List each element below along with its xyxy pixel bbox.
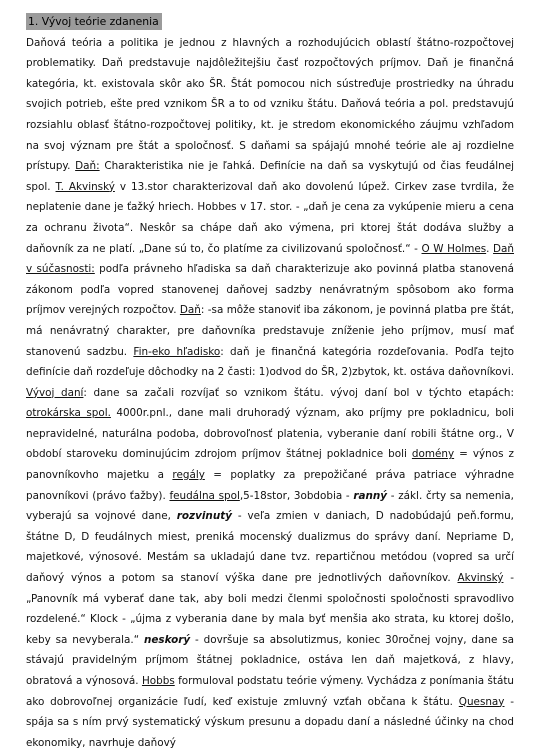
underlined-term: domény: [411, 448, 455, 461]
underlined-term: Daň v súčasnosti:: [26, 242, 515, 276]
underlined-term: regály: [172, 469, 205, 482]
document-page: [26, 12, 514, 753]
underlined-term: O W Holmes: [421, 242, 487, 255]
body-paragraph: [26, 33, 514, 753]
text-run: .: [486, 242, 494, 255]
text-run: podľa právneho hľadiska sa daň charakterizuje ako povinná platba stanovená zákonom podľa vopred stanovenej daňovej sadzby nenávratným spôsobom ako forma príjmov verejných rozpočtov.: [26, 263, 515, 317]
underlined-term: Hobbs: [141, 675, 175, 687]
text-run: = poplatky za prepožičané práva patriace výhradne panovníkovi (právo ťažby).: [26, 469, 514, 502]
text-run: : -sa môže stanoviť iba zákonom, je povinná platba pre štát, má nenávratný charakter, pre daňovníka predstavuje zníženie jeho príjmov, musí mať stanovenú sadzbu.: [26, 304, 514, 358]
underlined-term: feudálna spol: [169, 489, 240, 502]
underlined-term: Fin-eko hľadisko: [133, 345, 221, 358]
text-run: Daňová teória a politika je jednou z hlavných a rozhodujúcich oblastí štátno-rozpočtovej problematiky. Daň predstavuje najdôležitejšiu časť rozpočtových príjmov. Daň je finančná kategória, kt. existovala skôr ako ŠR. Štát pomocou nich sústreďuje prostriedky na úhradu svojich potrieb, ešte pred vznikom ŠR a to od vzniku štátu. Daňová teória a pol. predstavujú rozsiahlu oblasť štátno-rozpočtovej politiky, kt. je stredom ekonomického záujmu vzhľadom na svoj význam pre štát a spoločnosť. S daňami sa spájajú mnohé teórie ale aj rozdielne prístupy.: [26, 36, 514, 173]
text-run: = výnos z panovníkovho majetku a: [26, 448, 514, 482]
underlined-term: T. Akvinský: [55, 180, 115, 193]
underlined-term: Vývoj daní: [26, 386, 84, 399]
text-run: : daň je finančná kategória rozdeľovania. Podľa tejto definície daň rozdeľuje dôchodky na 2 časti: 1)odvod do ŠR, 2)zbytok, kt. ostáva daňovníkovi.: [26, 345, 515, 379]
emphasized-term: neskorý: [143, 633, 191, 646]
emphasized-term: rozvinutý: [176, 510, 232, 523]
text-run: Charakteristika nie je ľahká. Definície na daň sa vyskytujú od čias feudálnej spol.: [26, 160, 514, 193]
section-heading: 1. Vývoj teórie zdanenia: [26, 13, 162, 30]
text-run: - dovršuje sa absolutizmus, koniec 30ročnej vojny, dane sa stávajú pravidelným príjmom štátnej pokladnice, ostáva len daň majetková, z hlavy, obratová a výnosová.: [26, 633, 514, 687]
text-run: - „Panovník má vyberať dane tak, aby boli medzi členmi spoločnosti spoločnosti spravodlivo rozdelené.“ Klock - „újma z vyberania dane by mala byť menšia ako strata, ku ktorej došlo, keby sa nevyberala.“: [26, 572, 514, 646]
text-run: - veľa zmien v daniach, D nadobúdajú peň.formu, štátne D, D feudálnych miest, preniká mocenský dualizmus do správy daní. Nepriame D, majetkové, výnosové. Mestám sa ukladajú dane tvz. repartičnou metódou (vopred sa určí daňový výnos a potom sa stanoví výška dane pre jednotlivých daňovníkov.: [26, 510, 514, 585]
text-run: : dane sa začali rozvíjať so vznikom štátu. vývoj daní bol v týchto etapách:: [83, 386, 514, 399]
underlined-term: otrokárska spol.: [26, 407, 111, 420]
emphasized-term: ranný: [353, 489, 388, 502]
underlined-term: Daň: [179, 304, 201, 317]
text-run: v 13.stor charakterizoval daň ako dovolenú lúpež. Cirkev zase tvrdila, že neplatenie dane je ťažký hriech. Hobbes v 17. stor. - „daň je cena za vykúpenie mieru a cena za ochranu života“. Neskôr sa chápe daň ako výmena, pri ktorej štát dodáva služby a daňovník za ne platí. „Dane sú to, čo platíme za civilizovanú spoločnosť.“ -: [26, 180, 514, 255]
text-run: - zákl. črty sa nemenia, vyberajú sa vojnové dane,: [26, 489, 514, 523]
text-run: formuloval podstatu teórie výmeny. Vychádza z ponímania štátu ako dobrovoľnej organizácie ľudí, keď existuje zmluvný vzťah občana k štátu.: [26, 675, 514, 708]
underlined-term: Quesnay: [458, 695, 505, 708]
text-run: 4000r.pnl., dane mali druhoradý význam, ako príjmy pre pokladnicu, boli nepravidelné, naturálna podoba, dobrovoľnosť platenia, vyberanie daní robili štátne org., V období staroveku dominujúcim zdrojom príjmov štátnej pokladnice boli: [26, 407, 514, 461]
underlined-term: Daň:: [75, 160, 100, 173]
text-run: ,5-18stor, 3obdobia -: [239, 489, 354, 502]
text-run: - spája sa s ním prvý systematický výskum presunu a dopadu daní a následné účinky na chod ekonomiky, navrhuje daňový: [26, 695, 515, 749]
underlined-term: Akvinský: [457, 572, 504, 585]
